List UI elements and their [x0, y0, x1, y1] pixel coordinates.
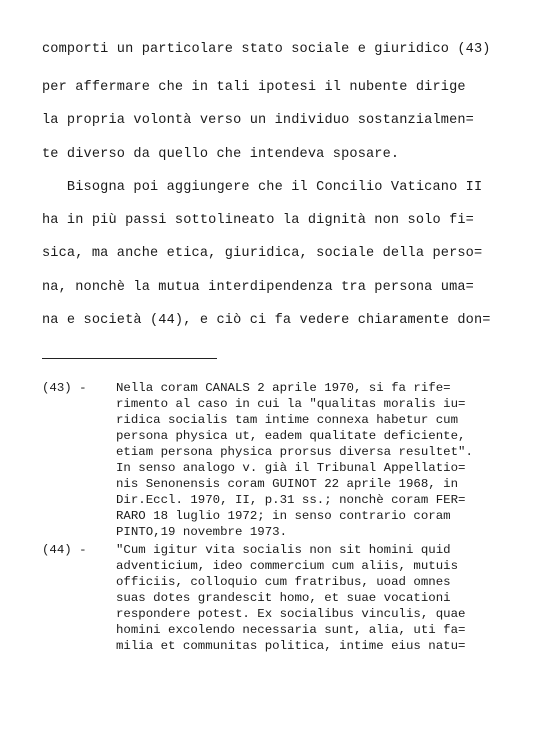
footnote-separator-rule	[42, 358, 217, 359]
footnote-43-line: nis Senonensis coram GUINOT 22 aprile 1968, in	[116, 477, 459, 491]
footnote-43-line: PINTO,19 novembre 1973.	[116, 525, 288, 539]
footnote-43-line: Dir.Eccl. 1970, II, p.31 ss.; nonchè coram FER=	[116, 493, 466, 507]
body-text-line: per affermare che in tali ipotesi il nubente dirige	[42, 80, 466, 95]
footnote-marker-44: (44) -	[42, 543, 87, 557]
footnote-44-line: adventicium, ideo commercium cum aliis, mutuis	[116, 559, 459, 573]
body-text-line: comporti un particolare stato sociale e giuridico (43)	[42, 42, 491, 57]
footnote-44-line: homini excolendo necessaria sunt, alia, uti fa=	[116, 623, 466, 637]
footnote-43-line: persona physica ut, eadem qualitate deficiente,	[116, 429, 466, 443]
footnote-43-line: ridica socialis tam intime connexa habetur cum	[116, 413, 459, 427]
footnote-44-line: suas dotes grandescit homo, et suae vocationi	[116, 591, 451, 605]
footnote-44-line: milia et communitas politica, intime eius natu=	[116, 639, 466, 653]
body-text-line: ha in più passi sottolineato la dignità non solo fi=	[42, 213, 474, 228]
footnote-43-line: In senso analogo v. già il Tribunal Appellatio=	[116, 461, 466, 475]
body-text-line: na e società (44), e ciò ci fa vedere chiaramente don=	[42, 313, 491, 328]
footnote-43-line: Nella coram CANALS 2 aprile 1970, si fa rife=	[116, 381, 451, 395]
body-text-line: Bisogna poi aggiungere che il Concilio Vaticano II	[42, 180, 483, 195]
footnote-44-line: respondere potest. Ex socialibus vinculis, quae	[116, 607, 466, 621]
body-text-line: na, nonchè la mutua interdipendenza tra persona uma=	[42, 280, 474, 295]
footnote-44-line: "Cum igitur vita socialis non sit homini quid	[116, 543, 451, 557]
body-text-line: te diverso da quello che intendeva sposare.	[42, 147, 400, 162]
footnote-44-line: officiis, colloquio cum fratribus, uoad omnes	[116, 575, 451, 589]
body-text-line: sica, ma anche etica, giuridica, sociale della perso=	[42, 246, 483, 261]
footnote-marker-43: (43) -	[42, 381, 87, 395]
footnote-43-line: RARO 18 luglio 1972; in senso contrario coram	[116, 509, 451, 523]
body-text-line: la propria volontà verso un individuo sostanzialmen=	[42, 113, 474, 128]
footnote-43-line: etiam persona physica prorsus diversa resultet".	[116, 445, 473, 459]
footnote-43-line: rimento al caso in cui la "qualitas moralis iu=	[116, 397, 466, 411]
